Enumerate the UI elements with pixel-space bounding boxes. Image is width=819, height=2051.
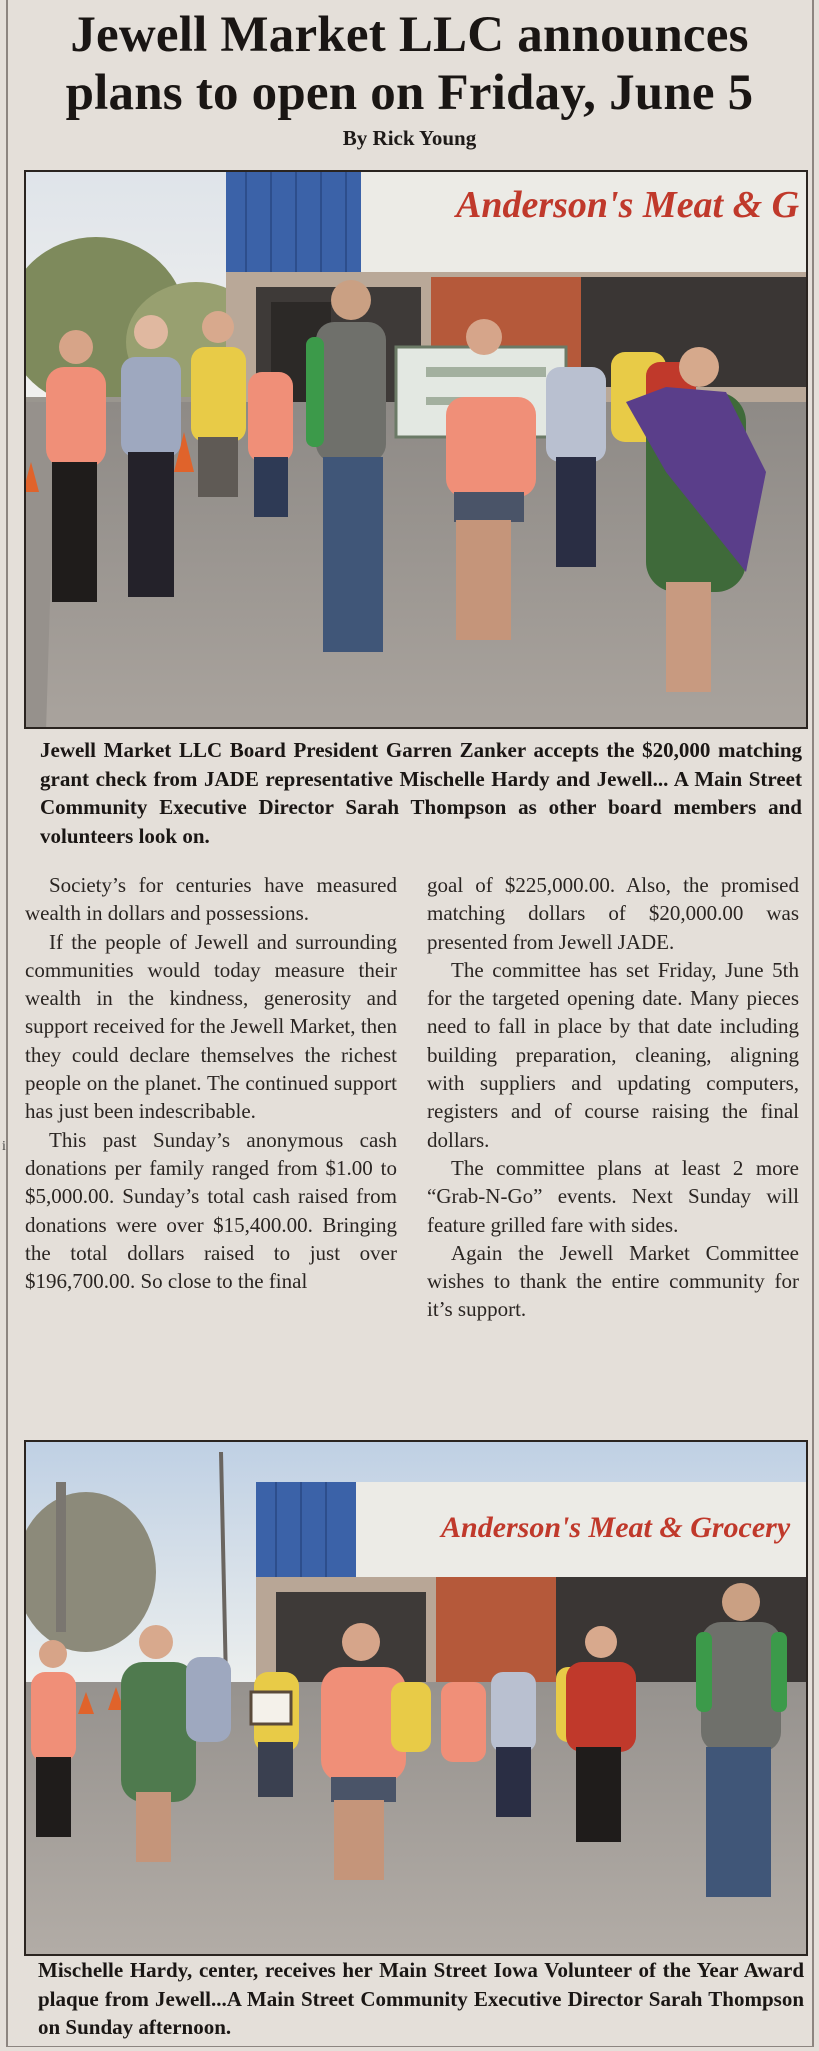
paragraph: The committee has set Friday, June 5th for the targeted opening date. Many pieces need to fall in place by that date including building preparation, cleaning, aligning with suppliers and updating computers, registers and of course raising the final dollars.	[427, 957, 799, 1152]
photo-volunteer-award	[24, 1440, 808, 1956]
article-column-left	[25, 871, 397, 1295]
store-sign-text: Anderson's Meat & Grocery	[441, 1511, 791, 1544]
paragraph-continued: goal of $225,000.00. Also, the promised matching dollars of $20,000.00 was presented from Jewell JADE.	[427, 873, 799, 954]
headline-line-1: Jewell Market LLC announces	[70, 7, 749, 63]
byline: By Rick Young	[342, 126, 477, 150]
headline	[0, 6, 819, 122]
caption-photo-1: Jewell Market LLC Board President Garren Zanker accepts the $20,000 matching grant check from JADE representative Mischelle Hardy and Jewell... A Main Street Community Executive Director Sarah Thompson as other board members and volunteers look on.	[40, 738, 802, 848]
photo-icon	[26, 172, 806, 727]
paragraph: The committee plans at least 2 more “Grab-N-Go” events. Next Sunday will feature grilled fare with sides.	[427, 1155, 799, 1237]
paragraph: Society’s for centuries have measured wealth in dollars and possessions.	[25, 873, 397, 926]
stray-mark: i	[2, 1139, 6, 1154]
paragraph: If the people of Jewell and surrounding communities would today measure their wealth in the kindness, generosity and support received for the Jewell Market, then they could declare themselves the richest people on the planet. The continued support has just been indescribable.	[25, 929, 397, 1124]
paragraph: Again the Jewell Market Committee wishes to thank the entire community for it’s support.	[427, 1240, 799, 1322]
photo-check-presentation	[24, 170, 808, 729]
article-column-right	[427, 871, 799, 1324]
photo-icon	[26, 1442, 806, 1954]
caption-photo-2: Mischelle Hardy, center, receives her Main Street Iowa Volunteer of the Year Award plaque from Jewell...A Main Street Community Executive Director Sarah Thompson on Sunday afternoon.	[38, 1958, 804, 2039]
headline-line-2: plans to open on Friday, June 5	[65, 65, 754, 121]
store-sign-text: Anderson's Meat & G	[456, 184, 800, 226]
paragraph: This past Sunday’s anonymous cash donations per family ranged from $1.00 to $5,000.00. Sunday’s total cash raised from donations were over $15,400.00. Bringing the total dollars raised to just over $196,700.00. So close to the final	[25, 1127, 397, 1294]
